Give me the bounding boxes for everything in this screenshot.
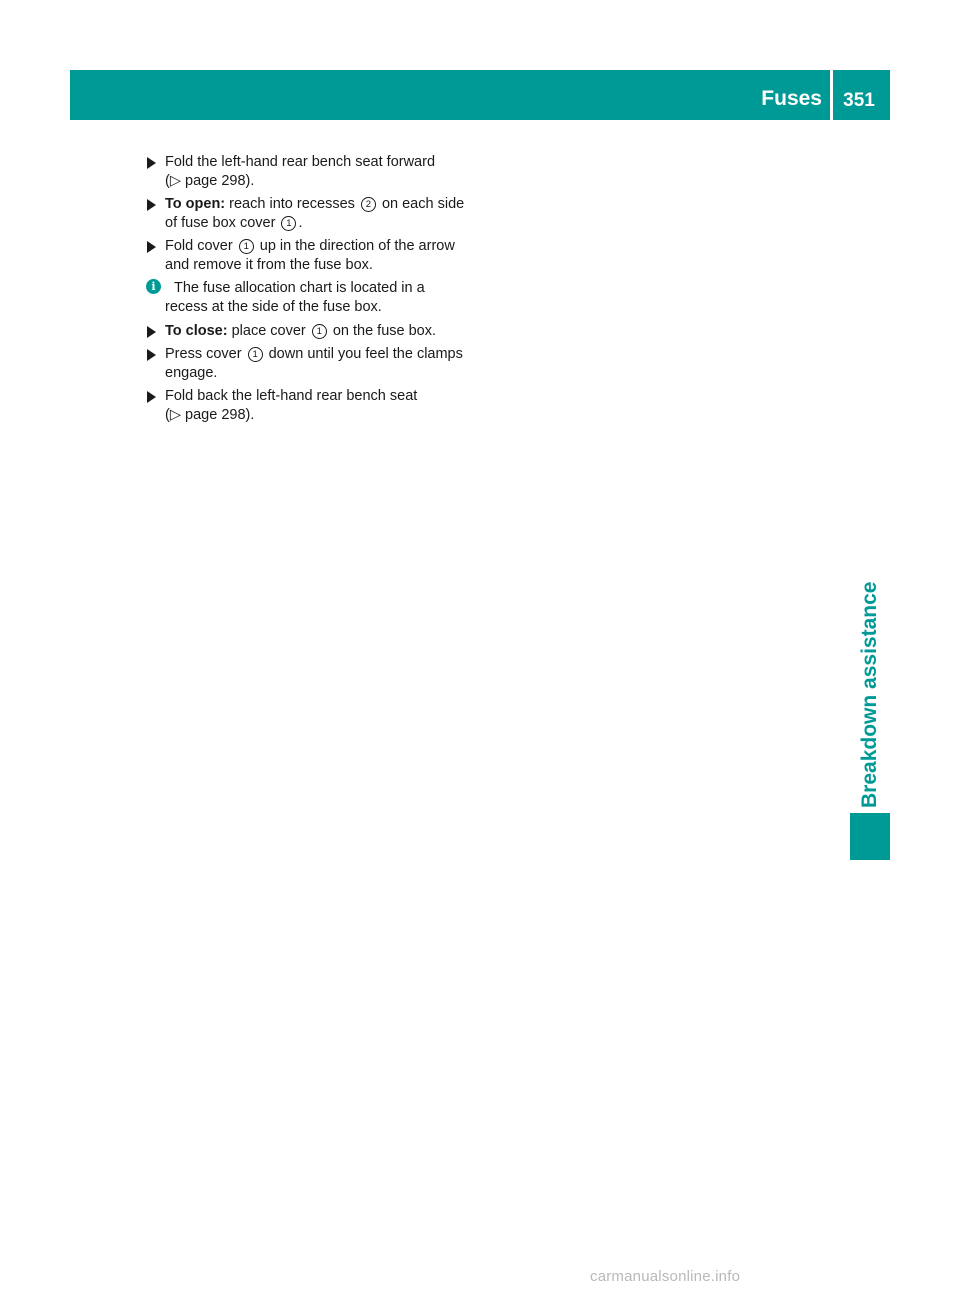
paren: ( bbox=[165, 407, 170, 423]
step-text: Fold back the left-hand rear bench seat bbox=[165, 388, 418, 404]
step-press-cover bbox=[146, 345, 486, 383]
bullet-arrow-icon bbox=[147, 157, 156, 169]
step-text: on each side bbox=[377, 196, 465, 212]
step-text: . bbox=[298, 215, 303, 231]
page-ref-link[interactable]: page 298). bbox=[181, 407, 255, 423]
section-title: Fuses bbox=[761, 87, 822, 110]
info-text: The fuse allocation chart is located in a bbox=[174, 280, 425, 296]
chapter-label: Breakdown assistance bbox=[858, 581, 881, 808]
step-fold-seat bbox=[146, 153, 486, 191]
step-open bbox=[146, 195, 486, 233]
step-text: up in the direction of the arrow bbox=[255, 238, 455, 254]
step-text: engage. bbox=[165, 365, 218, 381]
step-text: Press cover bbox=[165, 346, 246, 362]
callout-1-icon: 1 bbox=[281, 216, 296, 231]
info-icon: i bbox=[146, 279, 161, 294]
step-label: To open: bbox=[165, 196, 226, 212]
step-text: place cover bbox=[227, 323, 310, 339]
bullet-arrow-icon bbox=[147, 391, 156, 403]
callout-1-icon: 1 bbox=[312, 324, 327, 339]
bullet-arrow-icon bbox=[147, 199, 156, 211]
info-note bbox=[146, 279, 486, 317]
page-ref-link[interactable]: page 298). bbox=[181, 173, 255, 189]
info-text: recess at the side of the fuse box. bbox=[165, 299, 382, 315]
instructions bbox=[146, 153, 486, 429]
watermark: carmanualsonline.info bbox=[590, 1268, 741, 1285]
step-text: and remove it from the fuse box. bbox=[165, 257, 373, 273]
step-text: of fuse box cover bbox=[165, 215, 280, 231]
step-label: To close: bbox=[165, 323, 228, 339]
page-ref-arrow-icon[interactable]: ▷ bbox=[169, 407, 181, 423]
step-text: on the fuse box. bbox=[328, 323, 437, 339]
step-fold-back bbox=[146, 387, 486, 425]
chapter-tab-marker bbox=[850, 813, 890, 860]
callout-1-icon: 1 bbox=[248, 347, 263, 362]
step-fold-cover bbox=[146, 237, 486, 275]
bullet-arrow-icon bbox=[147, 241, 156, 253]
page-ref-arrow-icon[interactable]: ▷ bbox=[169, 173, 181, 189]
step-text: down until you feel the clamps bbox=[264, 346, 463, 362]
paren: ( bbox=[165, 173, 170, 189]
callout-1-icon: 1 bbox=[239, 239, 254, 254]
header-band bbox=[70, 70, 890, 120]
page-number: 351 bbox=[843, 90, 875, 111]
bullet-arrow-icon bbox=[147, 326, 156, 338]
step-text: reach into recesses bbox=[225, 196, 359, 212]
bullet-arrow-icon bbox=[147, 349, 156, 361]
step-text: Fold cover bbox=[165, 238, 237, 254]
step-text: Fold the left-hand rear bench seat forward bbox=[165, 154, 436, 170]
callout-2-icon: 2 bbox=[361, 197, 376, 212]
step-close bbox=[146, 322, 486, 341]
header-divider bbox=[830, 70, 833, 120]
